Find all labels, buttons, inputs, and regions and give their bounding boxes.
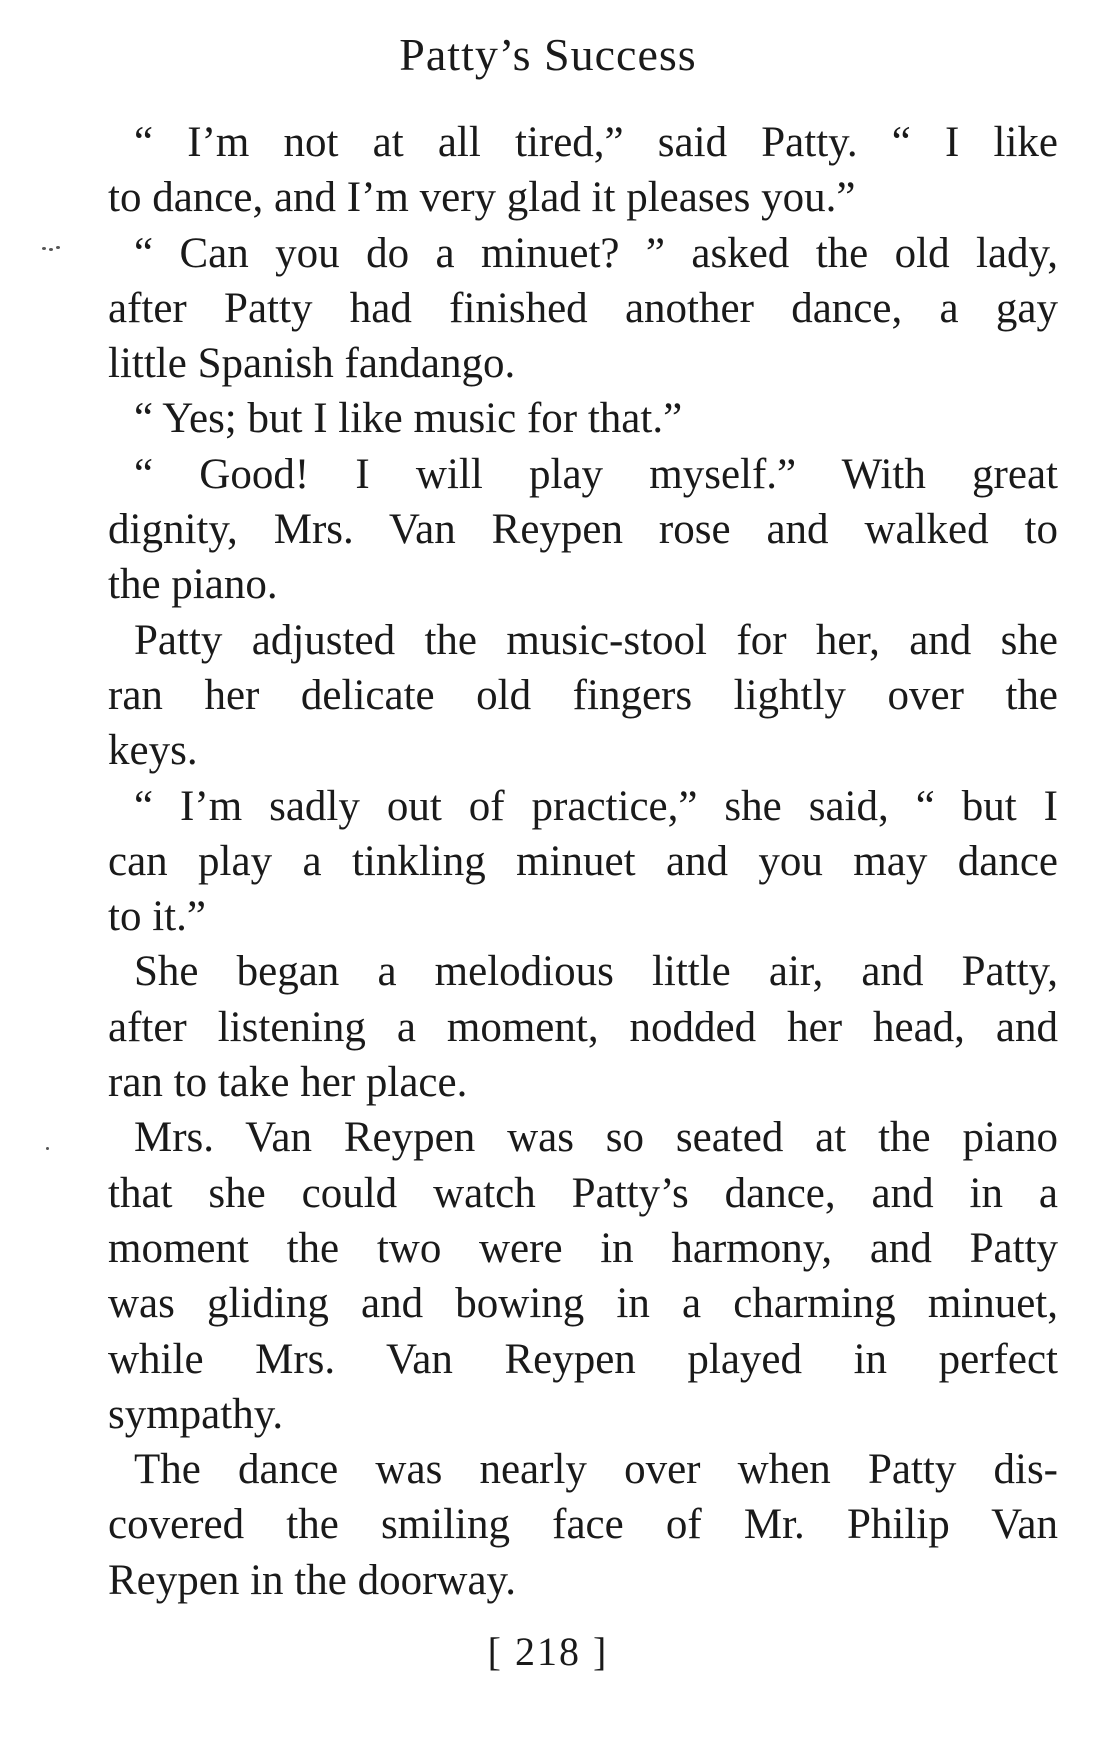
text-line: little Spanish fandango. bbox=[108, 340, 516, 388]
text-line: “ I’m sadly out of practice,” she said, “ but I bbox=[134, 782, 1058, 830]
text-line: moment the two were in harmony, and Patty bbox=[108, 1224, 1058, 1272]
running-head: Patty’s Success bbox=[399, 29, 697, 80]
text-line: “ Good! I will play myself.” With great bbox=[134, 450, 1058, 498]
text-line: can play a tinkling minuet and you may dance bbox=[108, 837, 1058, 885]
text-line: after listening a moment, nodded her head, and bbox=[108, 1003, 1058, 1051]
text-line: after Patty had finished another dance, a gay bbox=[108, 284, 1058, 332]
text-line: “ Yes; but I like music for that.” bbox=[134, 395, 683, 443]
text-line: dignity, Mrs. Van Reypen rose and walked to bbox=[108, 506, 1058, 554]
text-line: keys. bbox=[108, 727, 198, 775]
text-line: Reypen in the doorway. bbox=[108, 1556, 516, 1604]
text-line: “ Can you do a minuet? ” asked the old lady, bbox=[134, 229, 1058, 277]
text-line: that she could watch Patty’s dance, and in a bbox=[108, 1169, 1058, 1217]
ink-speck bbox=[49, 248, 53, 251]
text-line: was gliding and bowing in a charming minuet, bbox=[108, 1280, 1058, 1328]
text-line: while Mrs. Van Reypen played in perfect bbox=[108, 1335, 1058, 1383]
body-text bbox=[108, 115, 1058, 1608]
page-number: [ 218 ] bbox=[487, 1629, 609, 1674]
ink-speck bbox=[46, 1147, 49, 1150]
text-line: “ I’m not at all tired,” said Patty. “ I like bbox=[134, 119, 1058, 166]
ink-speck bbox=[56, 246, 60, 249]
text-line: ran to take her place. bbox=[108, 1059, 468, 1107]
text-line: The dance was nearly over when Patty dis- bbox=[134, 1446, 1058, 1494]
text-line: She began a melodious little air, and Patty, bbox=[134, 948, 1058, 996]
text-line: sympathy. bbox=[108, 1390, 284, 1438]
text-line: to dance, and I’m very glad it pleases you.” bbox=[108, 174, 856, 222]
text-line: to it.” bbox=[108, 893, 206, 941]
text-line: covered the smiling face of Mr. Philip Van bbox=[108, 1501, 1058, 1549]
text-line: Patty adjusted the music-stool for her, and she bbox=[134, 616, 1058, 664]
text-line: Mrs. Van Reypen was so seated at the piano bbox=[134, 1114, 1058, 1162]
text-line: the piano. bbox=[108, 561, 278, 609]
text-line: ran her delicate old fingers lightly over the bbox=[108, 671, 1058, 719]
ink-speck bbox=[42, 247, 46, 250]
